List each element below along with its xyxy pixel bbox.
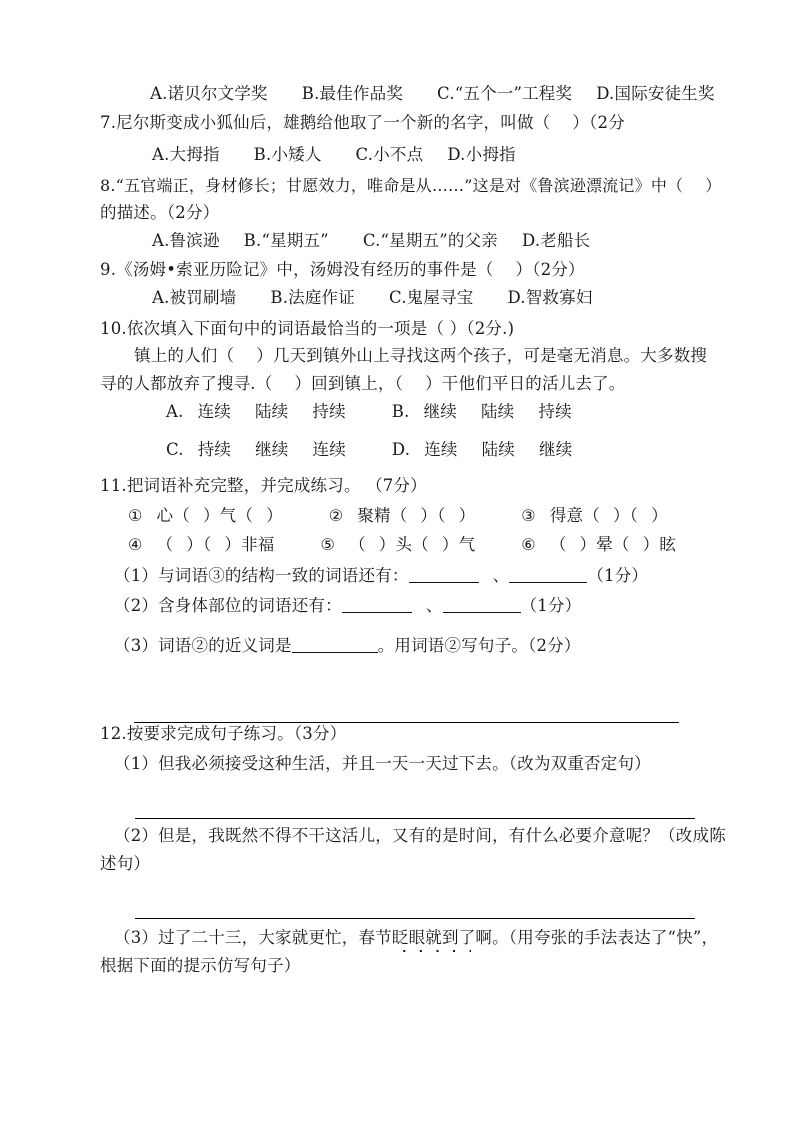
q12-sub3-emphasis-text: 眨眼就到了 xyxy=(391,928,476,947)
item-3-number: ③ xyxy=(521,505,536,525)
q8-option-a[interactable]: A.鲁滨逊 xyxy=(152,231,220,250)
question-12-stem: 12.按要求完成句子练习。（3分） xyxy=(100,724,347,743)
question-7-options xyxy=(100,147,712,164)
q10-option-a-label[interactable]: A. xyxy=(166,402,184,421)
q11-sub3-text-after: 。用词语②写句子。（2分） xyxy=(377,635,581,655)
q9-option-d[interactable]: D.智救寡妇 xyxy=(507,288,593,307)
question-11-items-row1 xyxy=(100,505,712,525)
item-5-part-a: （ xyxy=(349,535,366,554)
exam-content xyxy=(100,84,726,975)
question-11-sub-1 xyxy=(100,567,712,585)
q6-option-c[interactable]: C.“五个一”工程奖 xyxy=(437,84,573,103)
q8-option-d[interactable]: D.老船长 xyxy=(521,231,591,250)
question-10-stem: 10.依次填入下面句中的词语最恰当的一项是（ ）（2分.) xyxy=(100,318,515,338)
question-12-sub-1: （1）但我必须接受这种生活，并且一天一天过下去。（改为双重否定句） xyxy=(114,753,651,773)
question-8-stem xyxy=(100,175,722,195)
q10-option-d-w1: 连续 xyxy=(424,439,458,459)
question-12-sub-3-line1 xyxy=(100,928,719,947)
q10-option-a-w1: 连续 xyxy=(197,402,231,421)
question-8-stem-line2: 的描述。（2分） xyxy=(100,202,220,222)
q11-sub1-score: （1分） xyxy=(587,565,649,585)
item-3-part-c: ） xyxy=(651,505,668,525)
item-5-part-b: ）头（ xyxy=(378,535,429,554)
q10-passage-part4: ）回到镇上，（ xyxy=(294,373,404,393)
q7-option-c[interactable]: C.小不点 xyxy=(355,145,424,164)
question-7-stem xyxy=(100,112,712,132)
q10-option-d-w2: 陆续 xyxy=(481,439,516,459)
item-4-part-c: ）非福 xyxy=(224,535,275,554)
question-11-stem: 11.把词语补充完整，并完成练习。 （7分） xyxy=(100,476,427,495)
item-1-part-a: 心（ xyxy=(156,505,190,525)
q12-sub3-text-after: 啊。（用夸张的手法表达了“快”， xyxy=(475,928,719,947)
item-3-part-b: ）（ xyxy=(612,505,639,525)
q7-option-d[interactable]: D.小拇指 xyxy=(447,145,516,164)
question-9-options xyxy=(100,290,712,307)
q10-passage-part5: ）干他们平日的活儿去了。 xyxy=(425,373,626,393)
q10-option-b-w3: 持续 xyxy=(538,402,572,421)
item-2-part-b: ）（ xyxy=(420,505,446,525)
q8-option-b[interactable]: B.“星期五” xyxy=(243,231,329,250)
q11-sub2-score: （1分） xyxy=(520,596,582,615)
q11-sub2-text: （2）含身体部位的词语还有： xyxy=(114,596,342,615)
item-2-number: ② xyxy=(328,505,344,525)
q8-stem-before: 8.“五官端正，身材修长；甘愿效力，唯命是从……”这是对《鲁滨逊漂流记》中（ xyxy=(100,175,684,195)
q7-stem-after: ）（2分 xyxy=(572,112,625,132)
question-12-sub-2-line1: （2）但是，我既然不得不干这活儿，又有的是时间，有什么必要介意呢？（改成陈 xyxy=(114,826,726,845)
q11-sub3-text-before: （3）词语②的近义词是 xyxy=(114,635,292,655)
q8-option-c[interactable]: C.“星期五”的父亲 xyxy=(362,231,498,250)
q11-sub1-blank-1[interactable] xyxy=(409,567,479,583)
item-5-number: ⑤ xyxy=(320,535,336,554)
item-4-number: ④ xyxy=(128,535,143,554)
question-8-options xyxy=(100,233,712,250)
q9-option-a[interactable]: A.被罚刷墙 xyxy=(152,288,237,307)
q12-sub2-answer-line[interactable] xyxy=(135,918,695,919)
item-1-part-b: ）气（ xyxy=(202,505,254,525)
question-6-options xyxy=(100,84,715,103)
q9-stem-after: ）（2分） xyxy=(515,259,585,279)
q7-stem-before: 7.尼尔斯变成小狐仙后，雄鹅给他取了一个新的名字，叫做（ xyxy=(100,112,551,132)
question-10-options-cd xyxy=(100,439,712,459)
item-4-part-a: （ xyxy=(156,535,174,554)
q10-option-c-label[interactable]: C. xyxy=(166,439,184,459)
q10-option-b-label[interactable]: B. xyxy=(391,402,410,421)
q11-sub2-blank-1[interactable] xyxy=(342,597,412,613)
item-1-part-c: ） xyxy=(266,505,283,525)
q12-sub3-text-before: （3）过了二十三，大家就更忙，春节 xyxy=(114,928,392,947)
item-2-part-c: ） xyxy=(458,505,476,525)
item-6-part-b: ）晕（ xyxy=(579,535,630,554)
q12-sub1-answer-line[interactable] xyxy=(135,818,695,819)
q7-option-b[interactable]: B.小矮人 xyxy=(253,145,322,164)
q10-passage-part3: 寻的人都放弃了搜寻.（ xyxy=(100,373,273,393)
question-12-sub-3-line2: 根据下面的提示仿写句子） xyxy=(100,955,301,975)
q6-option-b[interactable]: B.最佳作品奖 xyxy=(301,84,404,103)
q10-option-a-w2: 陆续 xyxy=(254,402,289,421)
q11-sub1-text: （1）与词语③的结构一致的词语还有： xyxy=(114,565,409,585)
question-12-sub-2-line2: 述句） xyxy=(100,853,151,873)
q9-option-c[interactable]: C.鬼屋寻宝 xyxy=(388,288,474,307)
question-11-items-row2 xyxy=(100,537,712,554)
item-1-number: ① xyxy=(128,505,143,525)
item-6-part-c: ）眩 xyxy=(642,535,677,554)
q10-option-d-label[interactable]: D. xyxy=(391,439,411,459)
q10-passage-part2: ）几天到镇外山上寻找这两个孩子，可是毫无消息。大多数搜 xyxy=(256,346,708,365)
question-11-sub-2 xyxy=(100,597,712,615)
q7-option-a[interactable]: A.大拇指 xyxy=(152,145,220,164)
q11-sub1-blank-2[interactable] xyxy=(509,567,587,583)
q6-option-d[interactable]: D.国际安徒生奖 xyxy=(596,84,715,103)
q9-option-b[interactable]: B.法庭作证 xyxy=(270,288,355,307)
item-2-part-a: 聚精（ xyxy=(357,505,408,525)
item-6-number: ⑥ xyxy=(521,535,536,554)
question-10-passage-line1 xyxy=(100,348,712,365)
q10-option-c-w1: 持续 xyxy=(197,439,232,459)
q10-option-c-w2: 继续 xyxy=(255,439,289,459)
q10-option-d-w3: 继续 xyxy=(539,439,573,459)
q10-option-b-w2: 陆续 xyxy=(480,402,515,421)
item-3-part-a: 得意（ xyxy=(549,505,600,525)
question-9-stem xyxy=(100,259,712,279)
item-6-part-a: （ xyxy=(549,535,567,554)
q9-stem-before: 9.《汤姆•索亚历险记》中，汤姆没有经历的事件是（ xyxy=(100,259,494,279)
q11-sub3-blank[interactable] xyxy=(292,637,378,653)
q11-sub3-answer-line[interactable] xyxy=(134,722,679,723)
q11-sub2-separator: 、 xyxy=(425,596,443,615)
q10-option-b-w1: 继续 xyxy=(423,402,457,421)
question-11-sub-3 xyxy=(100,637,712,655)
q10-passage-part1: 镇上的人们（ xyxy=(134,346,235,365)
item-5-part-c: ）气 xyxy=(441,535,476,554)
q11-sub2-blank-2[interactable] xyxy=(443,597,521,613)
q10-option-c-w3: 连续 xyxy=(312,439,346,459)
question-10-options-ab xyxy=(100,404,712,421)
q8-stem-after: ） xyxy=(705,175,722,195)
question-10-passage-line2 xyxy=(100,373,712,393)
q6-option-a[interactable]: A.诺贝尔文学奖 xyxy=(150,84,268,103)
q10-option-a-w3: 持续 xyxy=(312,402,346,421)
item-4-part-b: ）（ xyxy=(186,535,212,554)
q11-sub1-separator: 、 xyxy=(492,565,510,585)
